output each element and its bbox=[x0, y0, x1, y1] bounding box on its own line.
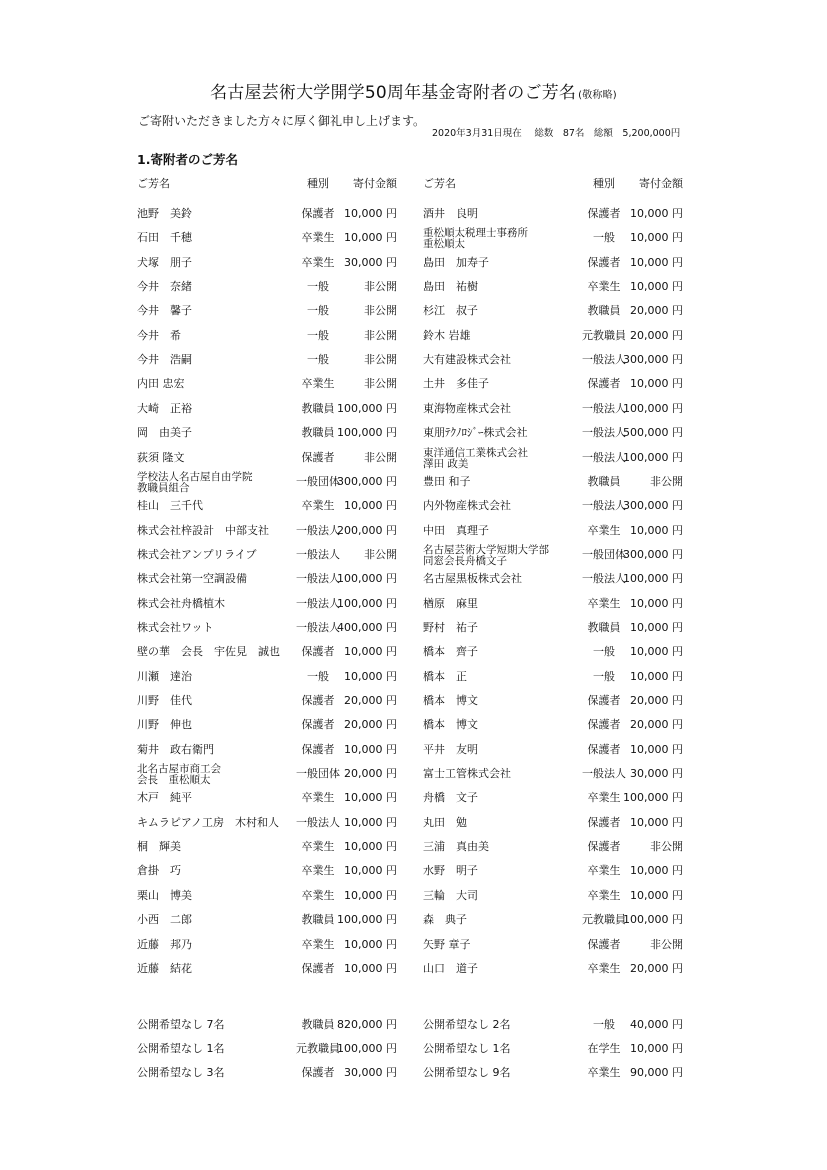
donor-category: 教職員 bbox=[587, 304, 621, 318]
donor-name: 内田 忠宏 bbox=[137, 377, 185, 391]
donor-category: 一般法人 bbox=[582, 426, 626, 440]
donor-category: 一般 bbox=[593, 1018, 615, 1031]
donor-name: 石田 千穂 bbox=[137, 231, 192, 245]
donor-name: 富士工管株式会社 bbox=[423, 767, 511, 781]
donor-category: 保護者 bbox=[301, 718, 335, 732]
donor-category: 卒業生 bbox=[301, 231, 335, 245]
donor-name: 今井 馨子 bbox=[137, 304, 192, 318]
donation-amount: 10,000 円 bbox=[630, 1042, 683, 1055]
donor-name: 大崎 正裕 bbox=[137, 401, 192, 415]
donor-category: 保護者 bbox=[587, 840, 621, 854]
donor-name-line: 学校法人名古屋自由学院 bbox=[137, 470, 253, 483]
donation-amount: 非公開 bbox=[364, 377, 397, 391]
donor-name: 桂山 三千代 bbox=[137, 499, 203, 513]
donor-name: 川野 佳代 bbox=[137, 694, 192, 707]
donation-amount: 10,000 円 bbox=[630, 596, 683, 610]
donor-category: 保護者 bbox=[301, 961, 335, 975]
donor-category: 教職員 bbox=[587, 474, 621, 488]
donation-amount: 200,000 円 bbox=[337, 523, 397, 537]
donor-category: 一般法人 bbox=[582, 767, 626, 781]
donor-category: 一般法人 bbox=[582, 353, 626, 367]
donor-category: 卒業生 bbox=[587, 864, 621, 878]
donation-amount: 10,000 円 bbox=[630, 255, 683, 269]
donor-name: 三浦 真由美 bbox=[423, 840, 489, 854]
donor-name: 水野 明子 bbox=[423, 864, 478, 878]
donor-category: 在学生 bbox=[587, 1042, 621, 1055]
donor-category: 一般 bbox=[593, 669, 615, 683]
donor-name: 豊田 和子 bbox=[423, 474, 471, 488]
donation-amount: 100,000 円 bbox=[623, 450, 683, 464]
donation-amount: 10,000 円 bbox=[630, 815, 683, 829]
donor-name: 大有建設株式会社 bbox=[423, 353, 511, 367]
donor-category: 教職員 bbox=[301, 426, 335, 440]
donor-name: 倉掛 巧 bbox=[137, 864, 181, 878]
donor-name: 荻須 隆文 bbox=[137, 450, 185, 464]
donation-amount: 100,000 円 bbox=[623, 401, 683, 415]
donation-amount: 非公開 bbox=[650, 840, 683, 854]
donation-amount: 10,000 円 bbox=[630, 669, 683, 683]
donor-name: 東朋ﾃｸﾉﾛｼﾞｰ株式会社 bbox=[423, 426, 528, 440]
donation-amount: 非公開 bbox=[364, 450, 397, 464]
donation-amount: 非公開 bbox=[650, 474, 683, 488]
donation-amount: 10,000 円 bbox=[344, 937, 397, 951]
donor-category: 教職員 bbox=[301, 401, 335, 415]
donor-category: 教職員 bbox=[587, 620, 621, 634]
donation-amount: 500,000 円 bbox=[623, 426, 683, 440]
donor-category: 教職員 bbox=[301, 1018, 335, 1031]
donation-amount: 非公開 bbox=[364, 328, 397, 342]
donor-name: 丸田 勉 bbox=[423, 815, 467, 829]
donor-category: 一般法人 bbox=[296, 815, 340, 829]
donation-amount: 100,000 円 bbox=[337, 572, 397, 586]
donor-name: 楢原 麻里 bbox=[423, 596, 478, 610]
donation-amount: 100,000 円 bbox=[623, 572, 683, 586]
donor-category: 一般法人 bbox=[296, 572, 340, 586]
donor-name-line: 重松順太 bbox=[423, 238, 465, 251]
donor-category: 一般法人 bbox=[582, 499, 626, 513]
donor-name: 橋本 博文 bbox=[423, 694, 478, 707]
thanks-message: ご寄附いただきました方々に厚く御礼申し上げます。 bbox=[138, 114, 426, 128]
donor-name: 今井 希 bbox=[137, 328, 181, 342]
donation-amount: 非公開 bbox=[364, 304, 397, 318]
as-of-summary: 2020年3月31日現在 総数 87名 総額 5,200,000円 bbox=[432, 128, 681, 139]
donation-amount: 20,000 円 bbox=[630, 961, 683, 975]
donor-category: 一般団体 bbox=[296, 474, 340, 488]
donor-category: 保護者 bbox=[301, 450, 335, 464]
donor-name: 公開希望なし 9名 bbox=[423, 1066, 511, 1079]
donation-amount: 20,000 円 bbox=[630, 328, 683, 342]
donor-name: 野村 祐子 bbox=[423, 620, 478, 634]
donation-amount: 10,000 円 bbox=[344, 231, 397, 245]
donation-amount: 300,000 円 bbox=[623, 499, 683, 513]
donor-name: 木戸 純平 bbox=[137, 791, 192, 805]
donor-name: 鈴木 岩雄 bbox=[423, 328, 471, 342]
donor-name: 島田 祐樹 bbox=[423, 280, 478, 294]
donation-amount: 300,000 円 bbox=[623, 547, 683, 561]
donation-amount: 10,000 円 bbox=[344, 499, 397, 513]
donor-category: 一般 bbox=[593, 645, 615, 659]
donor-name: 公開希望なし 3名 bbox=[137, 1066, 225, 1079]
donor-category: 一般法人 bbox=[296, 547, 340, 561]
donor-name: 山口 道子 bbox=[423, 961, 478, 975]
donation-amount: 90,000 円 bbox=[630, 1066, 683, 1079]
donor-category: 保護者 bbox=[587, 718, 621, 732]
donation-amount: 10,000 円 bbox=[344, 961, 397, 975]
donor-name: 今井 浩嗣 bbox=[137, 353, 192, 367]
donor-name: 三輪 大司 bbox=[423, 888, 478, 902]
donor-category: 一般法人 bbox=[296, 523, 340, 537]
donor-name: 岡 由美子 bbox=[137, 426, 192, 440]
donation-amount: 10,000 円 bbox=[630, 523, 683, 537]
donor-category: 保護者 bbox=[587, 255, 621, 269]
donation-amount: 10,000 円 bbox=[344, 742, 397, 756]
donation-amount: 10,000 円 bbox=[630, 207, 683, 220]
donor-category: 元教職員 bbox=[296, 1042, 340, 1055]
donation-amount: 820,000 円 bbox=[337, 1018, 397, 1031]
donor-category: 保護者 bbox=[301, 742, 335, 756]
donor-category: 一般法人 bbox=[582, 401, 626, 415]
donor-name: 壁の華 会長 宇佐見 誠也 bbox=[137, 645, 280, 659]
donor-name bbox=[137, 764, 221, 786]
donation-amount: 非公開 bbox=[364, 547, 397, 561]
donation-amount: 300,000 円 bbox=[337, 474, 397, 488]
column-header: ご芳名 bbox=[423, 177, 456, 190]
donation-amount: 400,000 円 bbox=[337, 620, 397, 634]
donor-name-line: 同窓会長舟橋文子 bbox=[423, 554, 507, 567]
donor-category: 卒業生 bbox=[301, 499, 335, 513]
donation-amount: 100,000 円 bbox=[337, 426, 397, 440]
donation-amount: 10,000 円 bbox=[630, 620, 683, 634]
donor-category: 一般 bbox=[593, 231, 615, 245]
donor-category: 卒業生 bbox=[301, 937, 335, 951]
donor-name: 舟橋 文子 bbox=[423, 791, 478, 805]
donor-category: 卒業生 bbox=[587, 888, 621, 902]
donation-amount: 非公開 bbox=[364, 280, 397, 294]
donation-amount: 30,000 円 bbox=[344, 1066, 397, 1079]
donor-name: 株式会社舟橋植木 bbox=[137, 596, 225, 610]
donor-category: 卒業生 bbox=[301, 377, 335, 391]
donation-amount: 20,000 円 bbox=[630, 718, 683, 732]
donation-amount: 10,000 円 bbox=[344, 207, 397, 220]
donor-name: キムラピアノ工房 木村和人 bbox=[137, 815, 280, 829]
donor-category: 保護者 bbox=[587, 377, 621, 391]
donor-category: 卒業生 bbox=[587, 1066, 621, 1079]
donation-amount: 20,000 円 bbox=[630, 304, 683, 318]
donor-category: 一般 bbox=[307, 280, 329, 294]
column-header: ご芳名 bbox=[137, 177, 170, 190]
donor-name bbox=[423, 448, 528, 470]
donor-category: 一般法人 bbox=[582, 572, 626, 586]
donation-amount: 100,000 円 bbox=[337, 401, 397, 415]
donor-category: 保護者 bbox=[587, 742, 621, 756]
donor-name: 島田 加寿子 bbox=[423, 255, 489, 269]
donor-category: 保護者 bbox=[587, 207, 621, 220]
donation-amount: 10,000 円 bbox=[344, 791, 397, 805]
column-header: 種別 bbox=[593, 177, 615, 190]
donor-name-line: 北名古屋市商工会 bbox=[137, 763, 221, 776]
donor-category: 一般 bbox=[307, 328, 329, 342]
title-note: (敬称略) bbox=[578, 90, 617, 101]
donor-category: 卒業生 bbox=[301, 864, 335, 878]
donor-name: 株式会社梓設計 中部支社 bbox=[137, 523, 269, 537]
donation-amount: 30,000 円 bbox=[344, 255, 397, 269]
donation-amount: 10,000 円 bbox=[630, 742, 683, 756]
donation-amount: 40,000 円 bbox=[630, 1018, 683, 1031]
donation-amount: 100,000 円 bbox=[337, 1042, 397, 1055]
section-title: 1.寄附者のご芳名 bbox=[137, 152, 238, 167]
donor-name: 株式会社第一空調設備 bbox=[137, 572, 247, 586]
donor-name: 中田 真理子 bbox=[423, 523, 489, 537]
donor-name: 近藤 結花 bbox=[137, 961, 192, 975]
donation-amount: 100,000 円 bbox=[623, 791, 683, 805]
donor-name: 犬塚 朋子 bbox=[137, 255, 192, 269]
donor-name: 平井 友明 bbox=[423, 742, 478, 756]
donor-category: 卒業生 bbox=[587, 523, 621, 537]
donation-amount: 20,000 円 bbox=[344, 694, 397, 707]
donor-category: 卒業生 bbox=[587, 280, 621, 294]
donation-amount: 10,000 円 bbox=[344, 645, 397, 659]
donor-name: 公開希望なし 2名 bbox=[423, 1018, 511, 1031]
donor-name: 池野 美鈴 bbox=[137, 207, 192, 220]
donor-category: 一般法人 bbox=[296, 596, 340, 610]
donation-amount: 10,000 円 bbox=[630, 645, 683, 659]
donor-category: 保護者 bbox=[587, 937, 621, 951]
donation-amount: 10,000 円 bbox=[344, 815, 397, 829]
donor-name: 杉江 叔子 bbox=[423, 304, 478, 318]
column-header: 寄付金額 bbox=[353, 177, 397, 190]
donation-amount: 20,000 円 bbox=[630, 694, 683, 707]
donor-name: 内外物産株式会社 bbox=[423, 499, 511, 513]
donor-name bbox=[423, 545, 549, 567]
donor-category: 卒業生 bbox=[301, 840, 335, 854]
donor-category: 卒業生 bbox=[301, 791, 335, 805]
donor-name: 土井 多佳子 bbox=[423, 377, 489, 391]
donor-category: 一般 bbox=[307, 353, 329, 367]
donation-amount: 10,000 円 bbox=[344, 888, 397, 902]
donor-category: 一般団体 bbox=[582, 547, 626, 561]
donor-category: 保護者 bbox=[301, 1066, 335, 1079]
donor-name: 桐 輝美 bbox=[137, 840, 181, 854]
donor-name: 橋本 齊子 bbox=[423, 645, 478, 659]
donor-category: 卒業生 bbox=[587, 596, 621, 610]
donor-name: 森 典子 bbox=[423, 913, 467, 927]
donor-name-line: 重松順太税理士事務所 bbox=[423, 227, 528, 240]
column-header: 種別 bbox=[307, 177, 329, 190]
donor-name: 小西 二郎 bbox=[137, 913, 192, 927]
donor-name: 株式会社アンプリライブ bbox=[137, 547, 257, 561]
donation-amount: 10,000 円 bbox=[630, 888, 683, 902]
donor-name bbox=[137, 472, 253, 494]
donor-name bbox=[423, 228, 528, 250]
donation-amount: 10,000 円 bbox=[630, 280, 683, 294]
donation-amount: 20,000 円 bbox=[344, 767, 397, 781]
donor-name-line: 東洋通信工業株式会社 bbox=[423, 446, 528, 459]
donation-amount: 10,000 円 bbox=[344, 840, 397, 854]
donor-category: 卒業生 bbox=[587, 961, 621, 975]
donor-category: 卒業生 bbox=[587, 791, 621, 805]
donation-amount: 10,000 円 bbox=[344, 864, 397, 878]
donor-name: 公開希望なし 1名 bbox=[423, 1042, 511, 1055]
donor-category: 保護者 bbox=[301, 645, 335, 659]
page-title bbox=[0, 78, 827, 103]
donor-name: 橋本 博文 bbox=[423, 718, 478, 732]
donor-name: 公開希望なし 7名 bbox=[137, 1018, 225, 1031]
donation-amount: 10,000 円 bbox=[344, 669, 397, 683]
donor-name-line: 澤田 政美 bbox=[423, 457, 469, 470]
donation-amount: 20,000 円 bbox=[344, 718, 397, 732]
donor-name: 公開希望なし 1名 bbox=[137, 1042, 225, 1055]
donation-amount: 100,000 円 bbox=[337, 596, 397, 610]
donation-amount: 非公開 bbox=[650, 937, 683, 951]
donor-category: 一般法人 bbox=[296, 620, 340, 634]
donor-category: 卒業生 bbox=[301, 888, 335, 902]
donor-category: 元教職員 bbox=[582, 913, 626, 927]
title-text: 名古屋芸術大学開学50周年基金寄附者のご芳名 bbox=[210, 83, 577, 103]
donor-name: 川瀬 達治 bbox=[137, 669, 192, 683]
donor-category: 保護者 bbox=[301, 207, 335, 220]
donation-amount: 10,000 円 bbox=[630, 864, 683, 878]
donor-name: 近藤 邦乃 bbox=[137, 937, 192, 951]
donor-name: 名古屋黒板株式会社 bbox=[423, 572, 522, 586]
donor-category: 保護者 bbox=[587, 815, 621, 829]
donor-name: 矢野 章子 bbox=[423, 937, 471, 951]
donor-category: 一般 bbox=[307, 304, 329, 318]
donor-name-line: 会長 重松順太 bbox=[137, 774, 211, 787]
donor-name: 栗山 博美 bbox=[137, 888, 192, 902]
donor-category: 一般 bbox=[307, 669, 329, 683]
donor-name-line: 名古屋芸術大学短期大学部 bbox=[423, 543, 549, 556]
donor-category: 卒業生 bbox=[301, 255, 335, 269]
donor-category: 元教職員 bbox=[582, 328, 626, 342]
donation-amount: 30,000 円 bbox=[630, 767, 683, 781]
donor-name: 橋本 正 bbox=[423, 669, 467, 683]
donor-name: 今井 奈緒 bbox=[137, 280, 192, 294]
donor-name-line: 教職員組合 bbox=[137, 481, 190, 494]
donor-category: 教職員 bbox=[301, 913, 335, 927]
donation-amount: 10,000 円 bbox=[630, 377, 683, 391]
donor-name: 株式会社ワット bbox=[137, 620, 214, 634]
donation-amount: 非公開 bbox=[364, 353, 397, 367]
donor-name: 菊井 政右衛門 bbox=[137, 742, 214, 756]
donor-name: 川野 伸也 bbox=[137, 718, 192, 732]
donation-amount: 10,000 円 bbox=[630, 231, 683, 245]
donation-amount: 100,000 円 bbox=[337, 913, 397, 927]
column-header: 寄付金額 bbox=[639, 177, 683, 190]
donor-category: 保護者 bbox=[587, 694, 621, 707]
donor-category: 一般団体 bbox=[296, 767, 340, 781]
donor-category: 一般法人 bbox=[582, 450, 626, 464]
donor-name: 酒井 良明 bbox=[423, 207, 478, 220]
donor-category: 保護者 bbox=[301, 694, 335, 707]
donor-name: 東海物産株式会社 bbox=[423, 401, 511, 415]
donation-amount: 100,000 円 bbox=[623, 913, 683, 927]
donation-amount: 300,000 円 bbox=[623, 353, 683, 367]
